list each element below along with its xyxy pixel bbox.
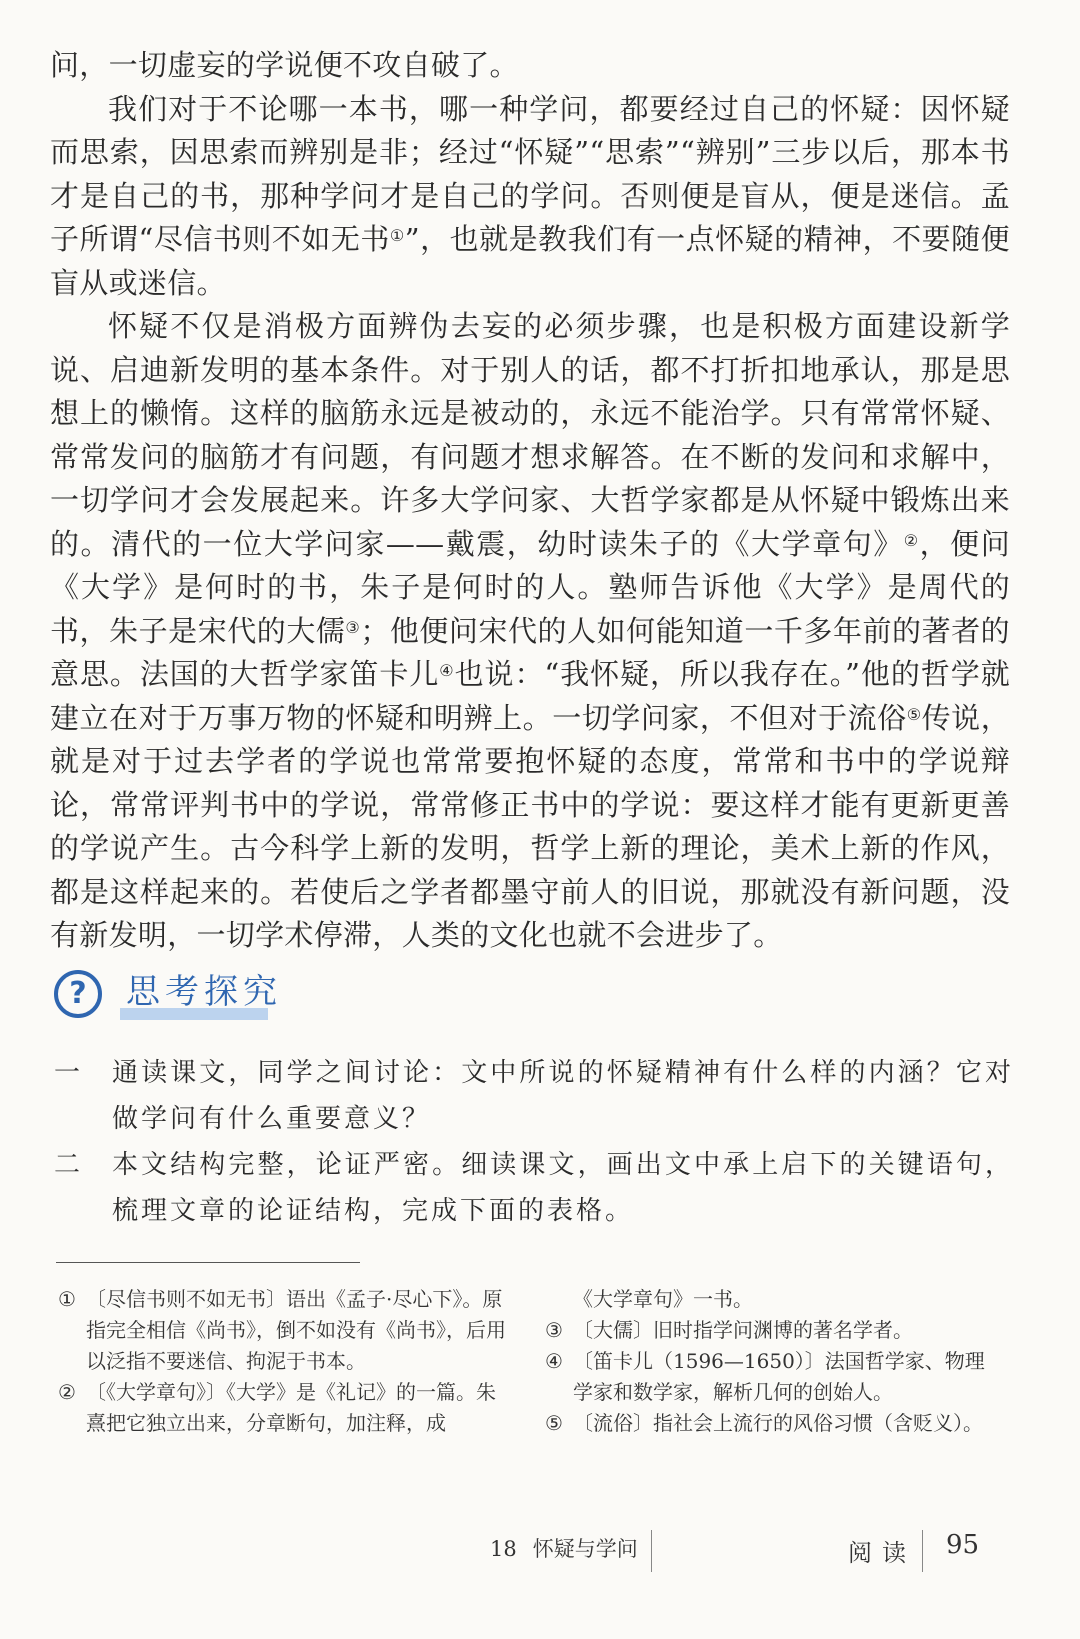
footnote-item bbox=[58, 1377, 508, 1439]
footnote-divider bbox=[56, 1262, 360, 1263]
footnote-text: 〔笛卡儿（1596—1650）〕法国哲学家、物理学家和数学家，解析几何的创始人。 bbox=[573, 1349, 985, 1404]
footnote-continuation: 《大学章句》一书。 bbox=[573, 1287, 753, 1311]
footnote-text: 〔尽信书则不如无书〕语出《孟子·尽心下》。原指完全相信《尚书》，倒不如没有《尚书》，后用以泛指不要迷信、拘泥于书本。 bbox=[86, 1287, 506, 1373]
footnotes-right-column bbox=[545, 1284, 995, 1439]
footnote-number: ④ bbox=[545, 1349, 563, 1373]
footnote-item bbox=[545, 1315, 995, 1346]
question-text: 本文结构完整，论证严密。细读课文，画出文中承上启下的关键语句，梳理文章的论证结构，完成下面的表格。 bbox=[112, 1150, 1014, 1226]
section-heading bbox=[54, 968, 284, 1028]
footnote-number: ③ bbox=[545, 1318, 563, 1342]
footer-divider bbox=[922, 1530, 923, 1572]
paragraph-3-text-b: ，便问《大学》是何时的书，朱子是何时的人。塾师告诉他《大学》是周代的书，朱子是宋代的大儒 bbox=[50, 526, 1010, 648]
footnote-ref-5: ⑤ bbox=[906, 704, 922, 724]
question-mark-icon: ? bbox=[54, 970, 102, 1018]
footnote-item bbox=[545, 1408, 995, 1439]
footnote-item bbox=[545, 1346, 995, 1408]
paragraph-3-text-e: 传说，就是对于过去学者的学说也常常要抱怀疑的态度，常常和书中的学说辩论，常常评判书中的学说，常常修正书中的学说：要这样才能有更新更善的学说产生。古今科学上新的发明，哲学上新的理论，美术上新的作风，都是这样起来的。若使后之学者都墨守前人的旧说，那就没有新问题，没有新发明，一切学术停滞，人类的文化也就不会进步了。 bbox=[50, 700, 1010, 952]
footnote-text: 〔《大学章句》〕《大学》是《礼记》的一篇。朱熹把它独立出来，分章断句，加注释，成 bbox=[86, 1380, 496, 1435]
footnote-item bbox=[58, 1284, 508, 1377]
footnote-number: ② bbox=[58, 1380, 76, 1404]
footnote-ref-1: ① bbox=[389, 226, 405, 245]
body-text bbox=[50, 44, 1010, 958]
paragraph-2-text-b: ”，也就是教我们有一点怀疑的精神，不要随便盲从或迷信。 bbox=[50, 222, 1010, 300]
footnote-number: ⑤ bbox=[545, 1411, 563, 1435]
lesson-number: 18 bbox=[490, 1537, 517, 1561]
footnote-number: ① bbox=[58, 1287, 76, 1311]
footnote-ref-4: ④ bbox=[439, 661, 455, 680]
footnotes-left-column bbox=[58, 1284, 508, 1439]
paragraph-3-text-c: ；他便问宋代的人如何能知道一千多年前的著者的意思。法国的大哲学家笛卡儿 bbox=[50, 613, 1010, 691]
footnote-text: 〔大儒〕旧时指学问渊博的著名学者。 bbox=[573, 1318, 913, 1342]
footer-divider bbox=[651, 1530, 652, 1572]
footer-section-label: 阅读 bbox=[848, 1539, 916, 1567]
question-item bbox=[54, 1050, 1014, 1142]
question-number: 二 bbox=[54, 1150, 84, 1180]
paragraph-2-text-a: 我们对于不论哪一本书，哪一种学问，都要经过自己的怀疑：因怀疑而思索，因思索而辨别是非；经过“怀疑”“思索”“辨别”三步以后，那本书才是自己的书，那种学问才是自己的学问。否则便是盲从，便是迷信。孟子所谓“尽信书则不如无书 bbox=[50, 91, 1010, 256]
question-text: 通读课文，同学之间讨论：文中所说的怀疑精神有什么样的内涵？它对做学问有什么重要意义？ bbox=[112, 1058, 1014, 1134]
paragraph-3 bbox=[50, 305, 1010, 958]
paragraph-3-text-a: 怀疑不仅是消极方面辨伪去妄的必须步骤，也是积极方面建设新学说、启迪新发明的基本条件。对于别人的话，都不打折扣地承认，那是思想上的懒惰。这样的脑筋永远是被动的，永远不能治学。只有常常怀疑、常常发问的脑筋才有问题，有问题才想求解答。在不断的发问和求解中，一切学问才会发展起来。许多大学问家、大哲学家都是从怀疑中锻炼出来的。清代的一位大学问家——戴震，幼时读朱子的《大学章句》 bbox=[50, 309, 1010, 561]
page-number: 95 bbox=[946, 1530, 980, 1560]
footnote-ref-3: ③ bbox=[345, 617, 361, 637]
footer-lesson bbox=[490, 1533, 654, 1573]
question-list bbox=[54, 1050, 1014, 1234]
paragraph-3-text-d: 也说：“我怀疑，所以我存在。”他的哲学就建立在对于万事万物的怀疑和明辨上。一切学问家，不但对于流俗 bbox=[50, 657, 1010, 735]
question-number: 一 bbox=[54, 1058, 84, 1088]
footnote-ref-2: ② bbox=[903, 530, 920, 550]
paragraph-1: 问，一切虚妄的学说便不攻自破了。 bbox=[50, 48, 519, 82]
section-title: 思考探究 bbox=[126, 972, 282, 1012]
footnote-text: 〔流俗〕指社会上流行的风俗习惯（含贬义）。 bbox=[573, 1411, 983, 1435]
paragraph-2 bbox=[50, 88, 1010, 306]
lesson-title: 怀疑与学问 bbox=[532, 1537, 638, 1561]
question-item bbox=[54, 1142, 1014, 1234]
